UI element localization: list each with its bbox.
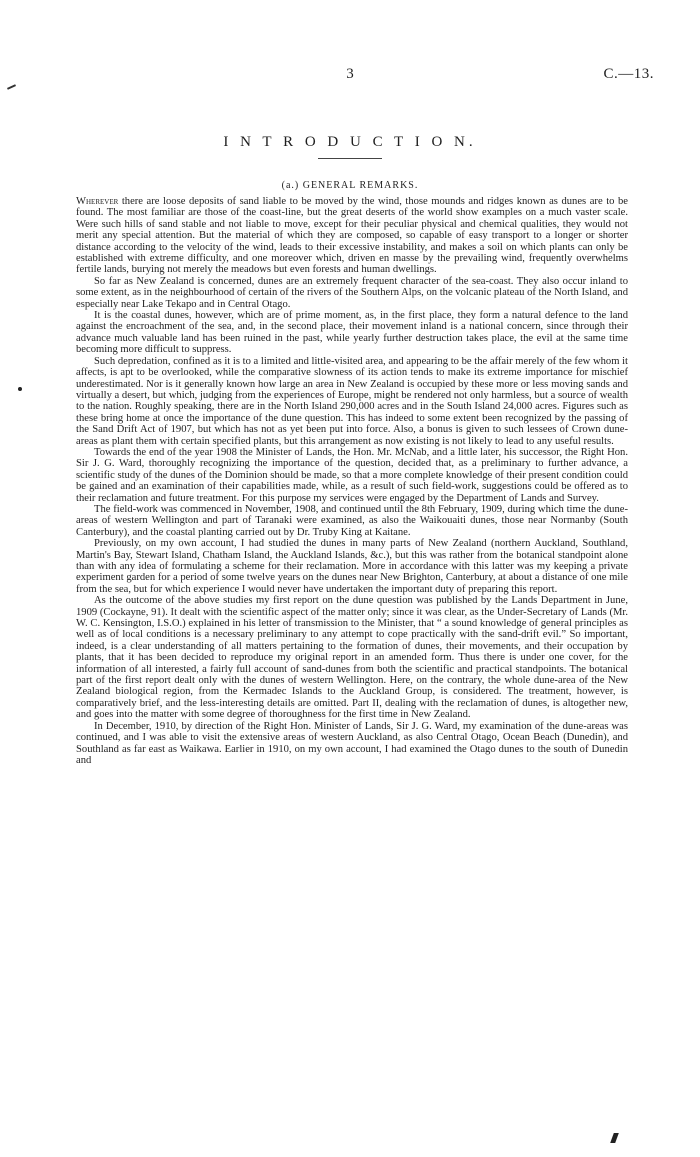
paragraph: Previously, on my own account, I had studied the dunes in many parts of New Zealand (northern Auckland, Southland, Martin's Bay, Stewart Island, Chatham Island, the Auckland Islands, &c.), but this was rather from the botanical standpoint alone than with any idea of formulating a scheme for their reclamation. More in accordance with this latter was my keeping a private experiment garden for a period of some twelve years on the dunes near New Brighton, Canterbury, at about a distance of one mile from the sea, but for which experience I would never have undertaken the important duty of preparing this report.	[76, 538, 628, 595]
paragraph: Towards the end of the year 1908 the Minister of Lands, the Hon. Mr. McNab, and a little later, his successor, the Right Hon. Sir J. G. Ward, thoroughly recognizing the importance of the question, decided that, as a preliminary to further advance, a scientific study of the dunes of the Dominion should be made, so that a more complete knowledge of their present condition could be gained and an examination of their capabilities made, while, as a result of such field-work, suggestions could be offered as to their reclamation and future treatment. For this purpose my services were engaged by the Department of Lands and Survey.	[76, 446, 628, 504]
margin-tick-mark	[7, 84, 16, 90]
section-subheading: (a.) GENERAL REMARKS.	[281, 180, 419, 191]
paragraph-text: there are loose deposits of sand liable to be moved by the wind, those mounds and ridges known as dunes are to be found. The most familiar are those of the coast-line, but the great deserts of the world show examples on a much vaster scale. Were such hills of sand stable and not liable to move, except for their peculiar physical and chemical qualities, they would not merit any special attention. But the material of which they are composed, so capable of easy transport to a longer or shorter distance according to the velocity of the wind, leads to their excessive instability, and makes a soil on which plants can only be established with extreme difficulty, and one moreover which, driven en masse by the prevailing wind, frequently overwhelms fertile lands, burying not merely the meadows but even forests and human dwellings.	[76, 196, 628, 276]
margin-bullet-mark	[18, 387, 22, 391]
paragraph-lead-word: Wherever	[76, 196, 119, 207]
paragraph	[76, 196, 628, 276]
page-number: 3	[346, 66, 354, 82]
paragraph: It is the coastal dunes, however, which are of prime moment, as, in the first place, they form a natural defence to the land against the encroachment of the sea, and, in the second place, their movement inland is a national concern, since through their advance much valuable land has been ruined in the past, while yearly further destruction takes place, the evil at the same time becoming more difficult to suppress.	[76, 310, 628, 356]
body-text	[76, 196, 628, 766]
paragraph: In December, 1910, by direction of the Right Hon. Minister of Lands, Sir J. G. Ward, my examination of the dune-areas was continued, and I was able to visit the extensive areas of western Auckland, as also Central Otago, Ocean Beach (Dunedin), and Southland as far east as Waikawa. Earlier in 1910, on my own account, I had examined the Otago dunes to the south of Dunedin and	[76, 720, 628, 766]
paragraph: The field-work was commenced in November, 1908, and continued until the 8th February, 1909, during which time the dune-areas of western Wellington and part of Taranaki were examined, as also the Waikouaiti dunes, those near Normanby (South Canterbury), and the coastal planting carried out by Dr. Truby King at Kaitane.	[76, 503, 628, 538]
section-title: I N T R O D U C T I O N.	[223, 134, 477, 150]
document-reference: C.—13.	[603, 66, 654, 82]
footer-mark	[610, 1133, 619, 1143]
paragraph: Such depredation, confined as it is to a limited and little-visited area, and appearing to be the affair merely of the few whom it affects, is apt to be overlooked, while the comparative slowness of its action tends to make its extreme importance for mischief underestimated. Nor is it generally known how large an area in New Zealand is occupied by these more or less moving sands and virtually a desert, but which, judging from the experiences of Europe, might be rendered not only harmless, but a source of wealth to the nation. Roughly speaking, there are in the North Island 290,000 acres and in the South Island 24,000 acres. Figures such as these bring home at once the importance of the dune question. This has indeed to some extent been recognized by the passing of the Sand Drift Act of 1907, but which has not as yet been put into force. Also, a bonus is given to such lessees of Crown dune-areas as plant them with certain specified plants, but this arrangement as now existing is not likely to lead to any useful results.	[76, 355, 628, 447]
paragraph: As the outcome of the above studies my first report on the dune question was published by the Lands Department in June, 1909 (Cockayne, 91). It dealt with the scientific aspect of the matter only; since it was clear, as the Under-Secretary of Lands (Mr. W. C. Kensington, I.S.O.) explained in his letter of transmission to the Minister, that “ a sound knowledge of general principles as well as of local conditions is a necessary preliminary to any attempt to cope practically with the sand-drift evil.” So important, indeed, is a clear understanding of all matters pertaining to the formation of dunes, their movements, and their occupation by plants, that it has been decided to reproduce my original report in an amended form. Thus there is under one cover, for the information of all interested, a fairly full account of sand-dunes from both the scientific and practical standpoints. The botanical part of the first report dealt only with the dunes of western Wellington. Here, on the contrary, the whole dune-area of the New Zealand biological region, from the Kermadec Islands to the Auckland Group, is considered. The treatment, however, is comparatively brief, and the less-interesting details are omitted. Part II, dealing with the reclamation of dunes, is altogether new, and goes into the matter with some degree of thoroughness for the first time in New Zealand.	[76, 595, 628, 721]
title-rule	[318, 158, 382, 159]
paragraph: So far as New Zealand is concerned, dunes are an extremely frequent character of the sea-coast. They also occur inland to some extent, as in the neighbourhood of certain of the rivers of the Southern Alps, on the volcanic plateau of the North Island, and especially near Lake Tekapo and in Central Otago.	[76, 275, 628, 310]
